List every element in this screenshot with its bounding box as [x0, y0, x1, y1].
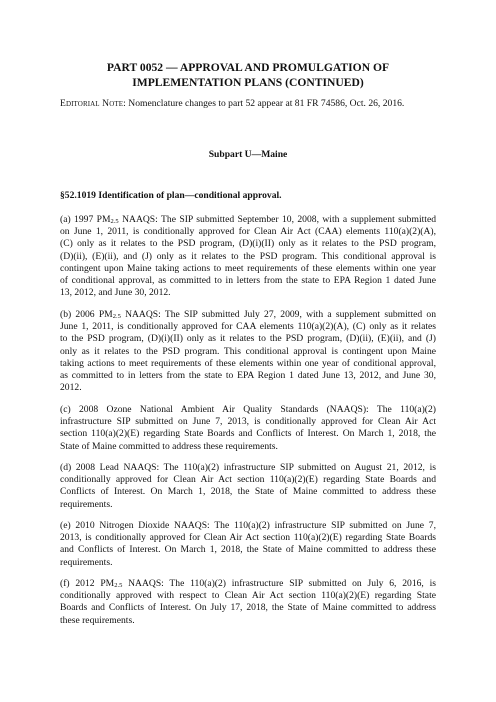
- paragraph-c-line-3: section 110(a)(2)(E) regarding State Boards and Conflicts of Interest. On March 1, 2018, the: [60, 428, 436, 440]
- paragraph-a: [60, 214, 436, 299]
- part-title-line-2: IMPLEMENTATION PLANS (CONTINUED): [132, 76, 364, 89]
- paragraph-f: [60, 578, 436, 627]
- paragraph-d-line-2: conditionally approved for Clean Air Act section 110(a)(2)(E) regarding State Boards and: [60, 474, 436, 486]
- paragraph-a-line-4: (D)(ii), (E)(ii), and (J) only as it relates to the PSD program. This conditional approval is: [60, 250, 436, 262]
- paragraph-a-line-1: (a) 1997 PM2.5 NAAQS: The SIP submitted September 10, 2008, with a supplement submitted: [60, 214, 436, 225]
- paragraph-e-line-3: and Conflicts of Interest. On March 1, 2018, the State of Maine committed to address these: [60, 544, 436, 556]
- paragraph-d: [60, 462, 436, 511]
- paragraph-a-line-6: of conditional approval, as committed to in letters from the state to EPA Region 1 dated June: [60, 274, 436, 286]
- paragraph-f-line-4: these requirements.: [60, 614, 135, 626]
- paragraph-e: [60, 520, 436, 569]
- paragraph-a-line-3: (C) only as it relates to the PSD program, (D)(i)(II) only as it relates to the PSD program,: [60, 238, 436, 250]
- paragraph-b-line-2: June 1, 2011, is conditionally approved for CAA elements 110(a)(2)(A), (C) only as it relates: [60, 321, 436, 333]
- paragraph-e-line-1: (e) 2010 Nitrogen Dioxide NAAQS: The 110(a)(2) infrastructure SIP submitted on June 7,: [60, 520, 436, 531]
- paragraph-c: [60, 404, 436, 453]
- editorial-note-text: Nomenclature changes to part 52 appear at 81 FR 74586, Oct. 26, 2016.: [125, 98, 405, 109]
- paragraph-c-line-1: (c) 2008 Ozone National Ambient Air Quality Standards (NAAQS): The 110(a)(2): [60, 404, 436, 415]
- paragraph-f-line-3: Boards and Conflicts of Interest. On July 17, 2018, the State of Maine committed to address: [60, 602, 436, 614]
- paragraph-d-line-1: (d) 2008 Lead NAAQS: The 110(a)(2) infrastructure SIP submitted on August 21, 2012, is: [60, 462, 436, 473]
- paragraph-b-line-4: only as it relates to the PSD program. This conditional approval is contingent upon Maine: [60, 345, 436, 357]
- paragraph-a-line-2: on June 1, 2011, is conditionally approved for Clean Air Act (CAA) elements 110(a)(2)(A),: [60, 226, 436, 238]
- paragraph-d-line-4: requirements.: [60, 498, 113, 510]
- paragraph-f-line-1: (f) 2012 PM2.5 NAAQS: The 110(a)(2) infrastructure SIP submitted on July 6, 2016, is: [60, 578, 436, 589]
- paragraph-b-line-7: 2012.: [60, 382, 82, 394]
- editorial-note-label: Editorial Note:: [60, 98, 126, 109]
- paragraph-d-line-3: Conflicts of Interest. On March 1, 2018, the State of Maine committed to address these: [60, 486, 436, 498]
- paragraph-b-line-5: taking actions to meet requirements of these elements within one year of conditional approval,: [60, 357, 436, 369]
- part-title-line-1: PART 0052 — APPROVAL AND PROMULGATION OF: [106, 61, 390, 74]
- paragraph-f-line-2: conditionally approved with respect to Clean Air Act section 110(a)(2)(E) regarding State: [60, 590, 436, 602]
- paragraph-e-line-4: requirements.: [60, 556, 113, 568]
- paragraph-a-line-5: contingent upon Maine taking actions to meet requirements of these elements within one year: [60, 262, 436, 274]
- paragraph-b-line-6: as committed to in letters from the state to EPA Region 1 dated June 13, 2012, and June 30,: [60, 369, 436, 381]
- paragraph-c-line-4: State of Maine committed to address these requirements.: [60, 440, 278, 452]
- paragraph-b-line-3: to the PSD program, (D)(i)(II) only as it relates to the PSD program, (D)(ii), (E)(ii), and (J): [60, 333, 436, 345]
- paragraph-b-line-1: (b) 2006 PM2.5 NAAQS: The SIP submitted July 27, 2009, with a supplement submitted on: [60, 309, 436, 320]
- paragraph-a-line-7: 13, 2012, and June 30, 2012.: [60, 287, 171, 299]
- subpart-heading: Subpart U—Maine: [208, 149, 288, 160]
- section-heading: §52.1019 Identification of plan—conditional approval.: [60, 190, 282, 201]
- editorial-note: [60, 98, 440, 110]
- paragraph-b: [60, 309, 436, 394]
- part-title: [60, 60, 436, 90]
- paragraph-e-line-2: 2013, is conditionally approved for Clean Air Act section 110(a)(2)(E) regarding State Boards: [60, 532, 436, 544]
- paragraph-c-line-2: infrastructure SIP submitted on June 7, 2013, is conditionally approved for Clean Air Act: [60, 416, 436, 428]
